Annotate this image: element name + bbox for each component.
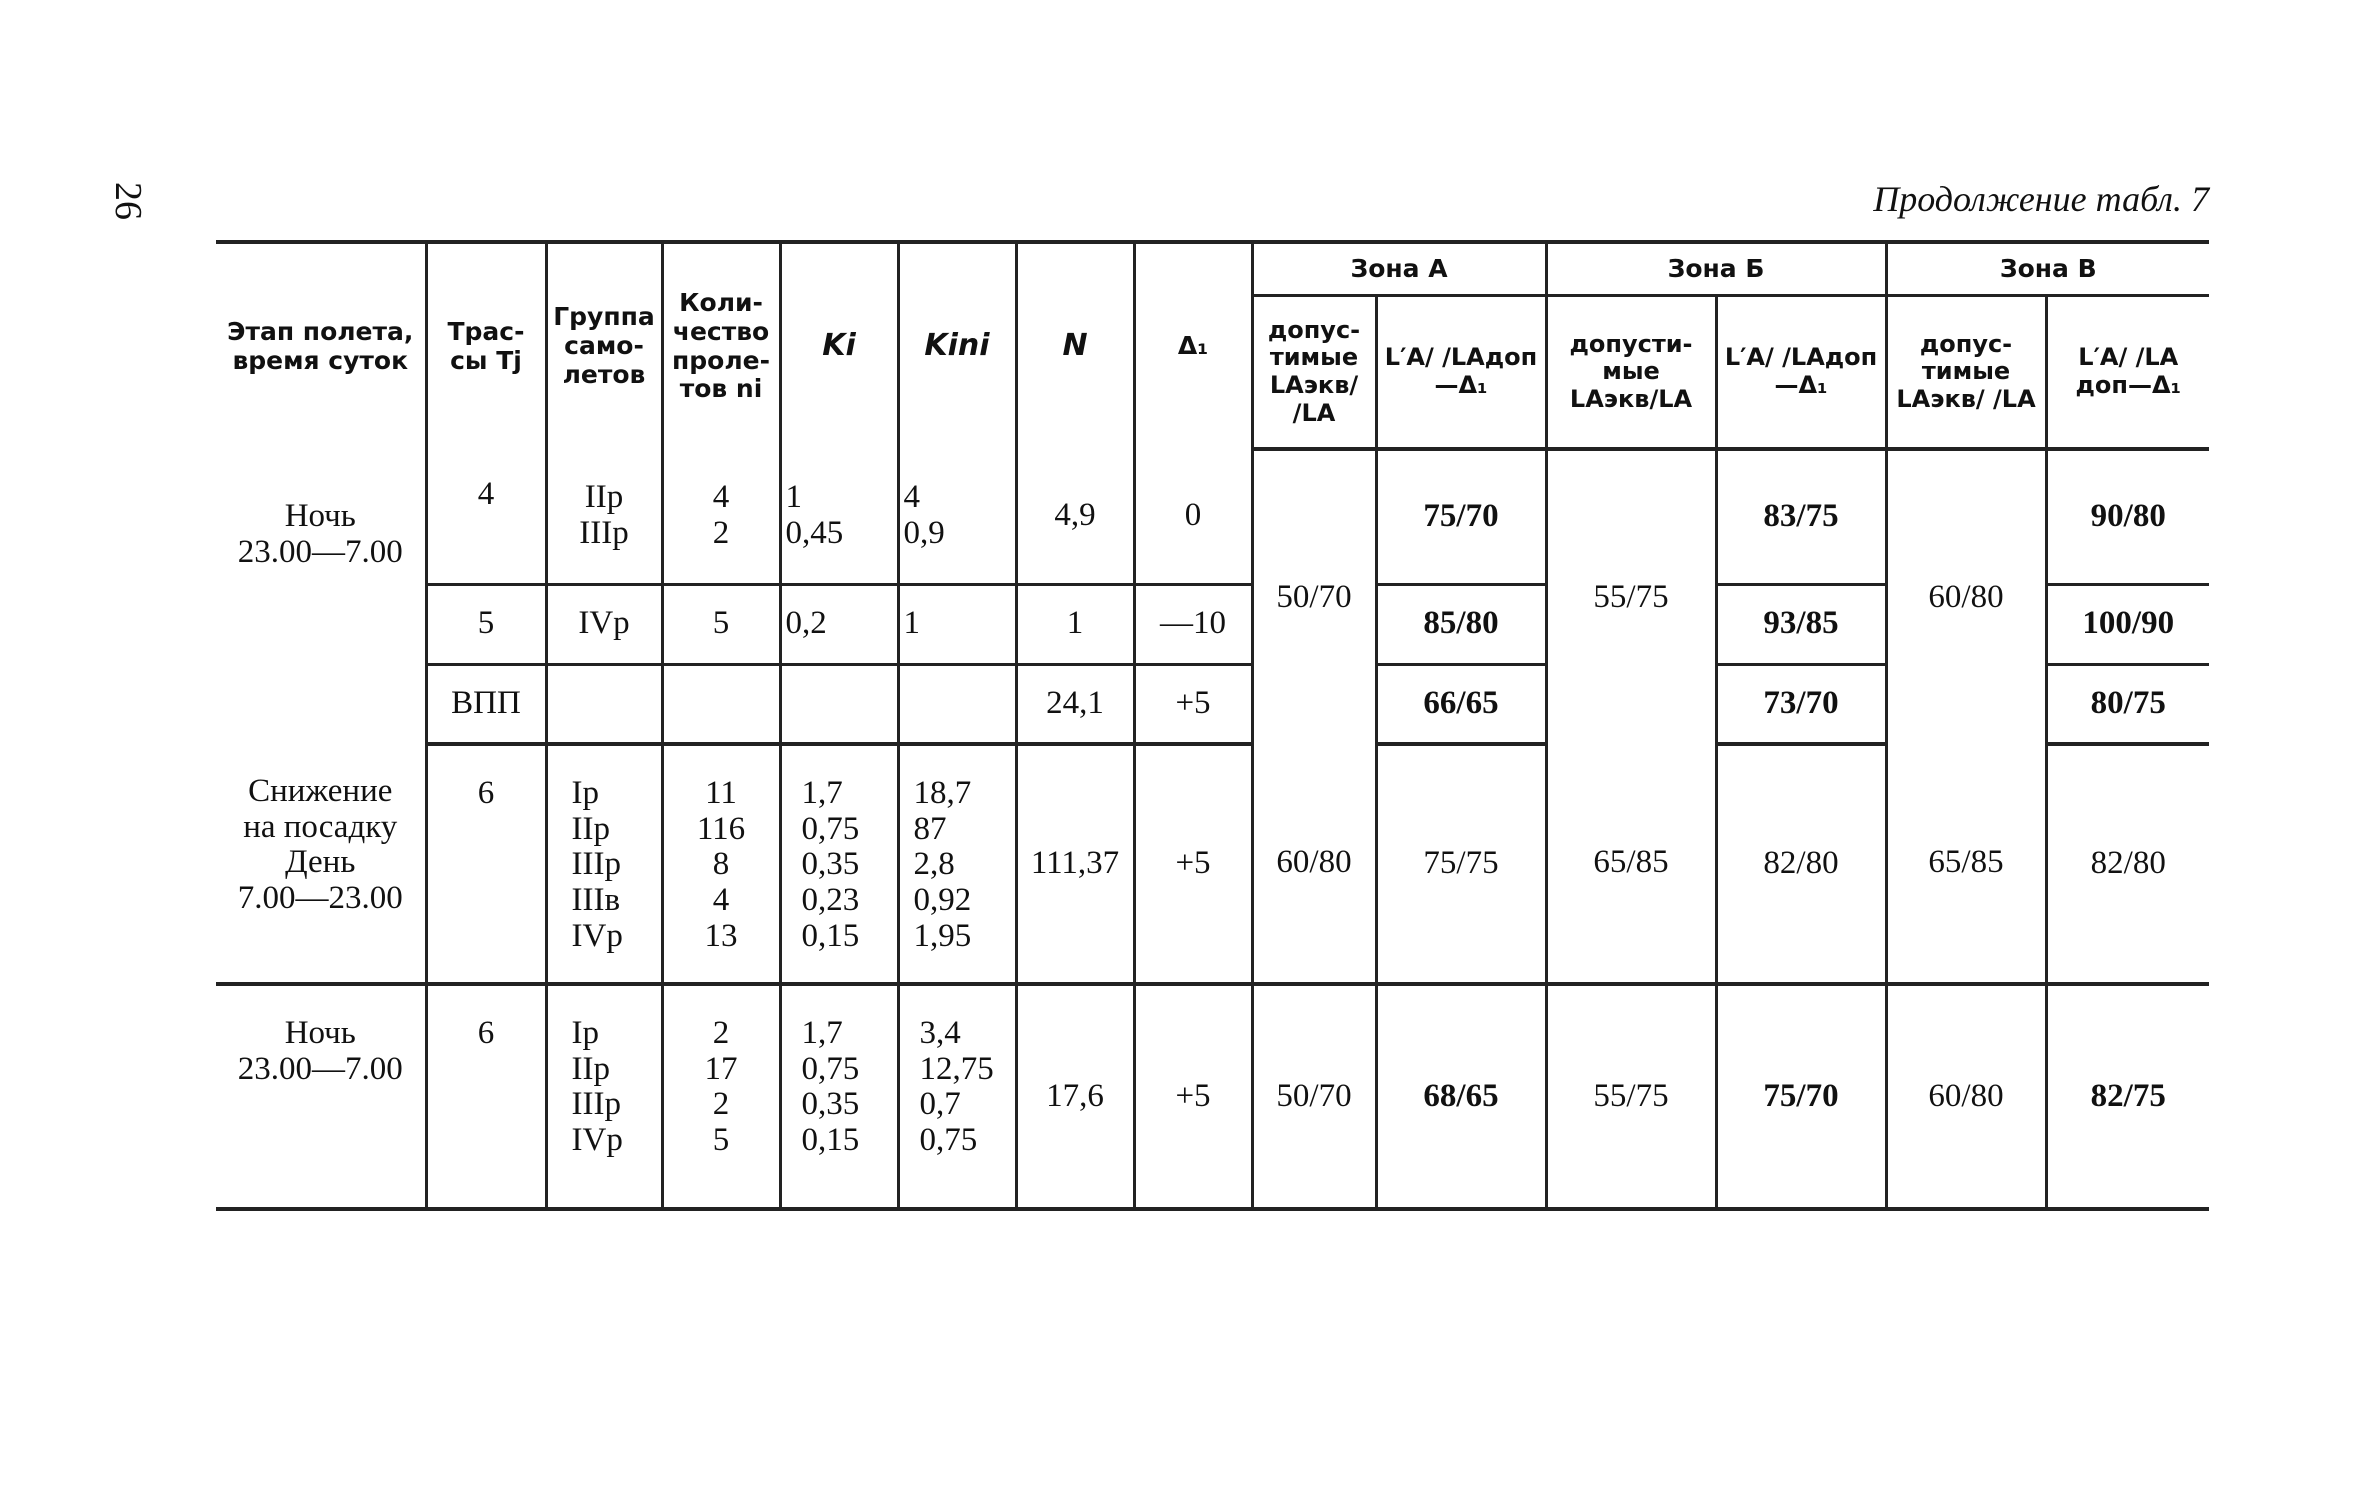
- route-cell: 6: [426, 744, 546, 984]
- delta-cell: +5: [1134, 664, 1252, 744]
- zone-v-ratio: 90/80: [2046, 449, 2209, 584]
- header-ratio-v: L′А/ /LА доп—Δ₁: [2046, 296, 2209, 450]
- header-flights: Коли-чество проле-тов ni: [662, 242, 780, 449]
- group-item: IVр: [571, 917, 623, 954]
- kini-cell: 1: [898, 584, 1016, 664]
- kini-item: 0,75: [919, 1121, 978, 1158]
- kini-cell: [898, 744, 1016, 984]
- kini-cell: [898, 449, 1016, 584]
- n-cell: 4,9: [1016, 449, 1134, 584]
- group-cell: IVр: [546, 584, 662, 664]
- flights-item: 17: [704, 1050, 738, 1087]
- zone-v-ratio: 82/75: [2046, 984, 2209, 1209]
- header-ratio-a: L′А/ /LАдоп—Δ₁: [1376, 296, 1546, 450]
- zone-v-allowed: 65/85: [1886, 744, 2046, 984]
- kini-item: 4: [903, 479, 920, 516]
- n-cell: 17,6: [1016, 984, 1134, 1209]
- page-number: 26: [107, 182, 149, 220]
- header-n: N: [1016, 242, 1134, 449]
- route-cell: 6: [426, 984, 546, 1209]
- flights-item: 5: [712, 1121, 730, 1158]
- kini-item: 12,75: [919, 1050, 994, 1087]
- group-item: IIIв: [571, 881, 621, 918]
- flights-cell: [662, 664, 780, 744]
- zone-a-allowed: 50/70: [1252, 984, 1376, 1209]
- stage-line: Ночь: [284, 1015, 356, 1051]
- zone-a-ratio: 66/65: [1376, 664, 1546, 744]
- zone-a-ratio: 85/80: [1376, 584, 1546, 664]
- group-item: IIIр: [579, 514, 629, 551]
- header-allowed-v: допус-тимые LАэкв/ /LА: [1886, 296, 2046, 450]
- flights-item: 2: [712, 1015, 730, 1051]
- stage-line: 23.00—7.00: [237, 1050, 403, 1087]
- delta-cell: +5: [1134, 744, 1252, 984]
- group-cell: [546, 449, 662, 584]
- zone-v-allowed: 60/80: [1886, 449, 2046, 744]
- stage-line: День: [285, 844, 356, 881]
- data-table: [216, 240, 2209, 1211]
- ki-item: 1,7: [801, 1015, 843, 1051]
- route-cell: 4: [426, 449, 546, 584]
- flights-item: 4: [712, 479, 730, 516]
- header-kini: Kini: [898, 242, 1016, 449]
- kini-item: 0,7: [919, 1086, 961, 1123]
- kini-item: 0,92: [913, 881, 972, 918]
- zone-v-ratio: 82/80: [2046, 744, 2209, 984]
- zone-b-ratio: 82/80: [1716, 744, 1886, 984]
- stage-line: Снижение: [248, 773, 393, 809]
- flights-item: 2: [712, 514, 730, 551]
- zone-a-ratio: 75/75: [1376, 744, 1546, 984]
- zone-b-allowed: 55/75: [1546, 984, 1716, 1209]
- stage-line: Ночь: [284, 498, 356, 534]
- flights-cell: 5: [662, 584, 780, 664]
- zone-b-allowed: 65/85: [1546, 744, 1716, 984]
- header-routes: Трас-сы Tj: [426, 242, 546, 449]
- stage-cell: [216, 449, 426, 744]
- zone-v-ratio: 80/75: [2046, 664, 2209, 744]
- header-ki: Ki: [780, 242, 898, 449]
- zone-b-allowed: 55/75: [1546, 449, 1716, 744]
- stage-line: 7.00—23.00: [237, 879, 403, 916]
- group-item: Iр: [571, 775, 599, 811]
- ki-item: 0,75: [801, 1050, 860, 1087]
- header-delta: Δ₁: [1134, 242, 1252, 449]
- ki-item: 0,23: [801, 881, 860, 918]
- ki-item: 0,15: [801, 1121, 860, 1158]
- header-ratio-b: L′А/ /LАдоп—Δ₁: [1716, 296, 1886, 450]
- zone-b-ratio: 73/70: [1716, 664, 1886, 744]
- stage-cell: [216, 984, 426, 1209]
- ki-cell: [780, 744, 898, 984]
- zone-a-ratio: 68/65: [1376, 984, 1546, 1209]
- ki-item: 1,7: [801, 775, 843, 811]
- group-cell: [546, 744, 662, 984]
- ki-cell: [780, 449, 898, 584]
- ki-item: 0,75: [801, 810, 860, 847]
- route-cell: 5: [426, 584, 546, 664]
- route-cell: ВПП: [426, 664, 546, 744]
- stage-line: на посадку: [243, 808, 398, 845]
- group-item: IVр: [571, 1121, 623, 1158]
- ki-item: 0,15: [801, 917, 860, 954]
- kini-cell: [898, 664, 1016, 744]
- flights-cell: [662, 449, 780, 584]
- header-zone-b: Зона Б: [1546, 242, 1886, 296]
- flights-item: 116: [696, 810, 746, 847]
- flights-item: 11: [705, 775, 737, 811]
- flights-cell: [662, 744, 780, 984]
- ki-cell: [780, 984, 898, 1209]
- kini-item: 18,7: [913, 775, 972, 811]
- group-item: IIр: [571, 1050, 610, 1087]
- ki-item: 0,45: [785, 514, 844, 551]
- ki-item: 0,35: [801, 846, 860, 883]
- header-allowed-b: допусти-мые LАэкв/LА: [1546, 296, 1716, 450]
- flights-item: 13: [704, 917, 738, 954]
- ki-cell: 0,2: [780, 584, 898, 664]
- ki-item: 1: [785, 479, 802, 516]
- kini-item: 87: [913, 810, 947, 847]
- group-cell: [546, 984, 662, 1209]
- flights-cell: [662, 984, 780, 1209]
- n-cell: 1: [1016, 584, 1134, 664]
- kini-item: 0,9: [903, 514, 945, 551]
- zone-a-ratio: 75/70: [1376, 449, 1546, 584]
- kini-cell: [898, 984, 1016, 1209]
- ki-cell: [780, 664, 898, 744]
- group-item: IIIр: [571, 846, 621, 883]
- header-stage: Этап полета, время суток: [216, 242, 426, 449]
- kini-item: 3,4: [919, 1015, 961, 1051]
- group-item: IIIр: [571, 1086, 621, 1123]
- ki-item: 0,35: [801, 1086, 860, 1123]
- zone-v-allowed: 60/80: [1886, 984, 2046, 1209]
- group-cell: [546, 664, 662, 744]
- delta-cell: 0: [1134, 449, 1252, 584]
- header-group: Группа само-летов: [546, 242, 662, 449]
- header-zone-a: Зона А: [1252, 242, 1546, 296]
- zone-a-allowed: 60/80: [1252, 744, 1376, 984]
- kini-item: 1,95: [913, 917, 972, 954]
- group-item: Iр: [571, 1015, 599, 1051]
- group-item: IIр: [584, 479, 624, 516]
- stage-line: 23.00—7.00: [237, 533, 403, 570]
- zone-b-ratio: 93/85: [1716, 584, 1886, 664]
- flights-item: 8: [712, 846, 730, 883]
- kini-item: 2,8: [913, 846, 955, 883]
- group-item: IIр: [571, 810, 610, 847]
- flights-item: 2: [712, 1086, 730, 1123]
- delta-cell: +5: [1134, 984, 1252, 1209]
- delta-cell: —10: [1134, 584, 1252, 664]
- zone-v-ratio: 100/90: [2046, 584, 2209, 664]
- flights-item: 4: [712, 881, 730, 918]
- n-cell: 24,1: [1016, 664, 1134, 744]
- zone-b-ratio: 75/70: [1716, 984, 1886, 1209]
- n-cell: 111,37: [1016, 744, 1134, 984]
- zone-b-ratio: 83/75: [1716, 449, 1886, 584]
- header-allowed-a: допус-тимые LАэкв/ /LА: [1252, 296, 1376, 450]
- header-zone-v: Зона В: [1886, 242, 2209, 296]
- zone-a-allowed: 50/70: [1252, 449, 1376, 744]
- table-caption: Продолжение табл. 7: [1873, 179, 2209, 219]
- stage-cell: [216, 744, 426, 984]
